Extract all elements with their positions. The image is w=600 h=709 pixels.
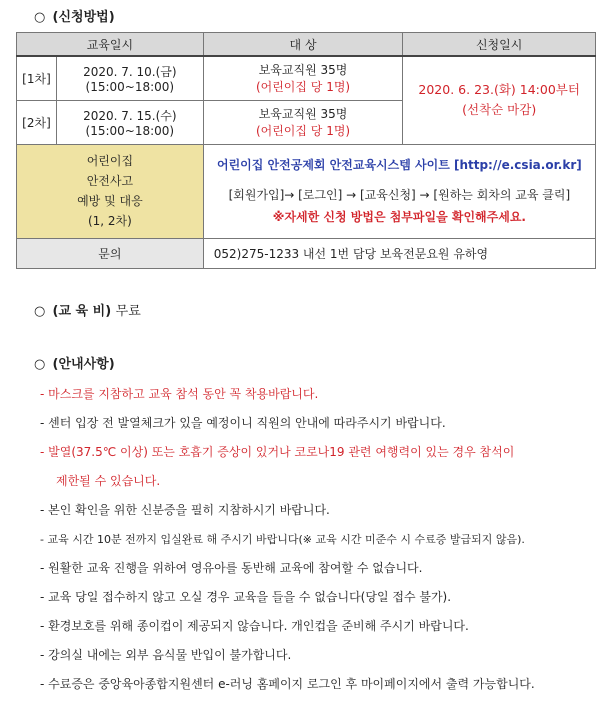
list-item: - 발열(37.5℃ 이상) 또는 호흡기 증상이 있거나 코로나19 관련 여행력이 있는 경우 참석이 <box>40 445 515 459</box>
table-row <box>17 144 596 238</box>
header-edu-datetime: 교육일시 <box>17 33 204 57</box>
list-item: - 수료증은 중앙육아종합지원센터 e-러닝 홈페이지 로그인 후 마이페이지에서 출력 가능합니다. <box>40 677 535 691</box>
list-item: - 교육 시간 10분 전까지 입실완료 해 주시기 바랍니다(※ 교육 시간 미준수 시 수료증 발급되지 않음). <box>40 533 525 546</box>
circle-bullet-icon: ○ <box>34 304 46 319</box>
site-link-text[interactable]: 어린이집 안전공제회 안전교육시스템 사이트 [http://e.csia.or.kr] <box>217 158 582 172</box>
header-target: 대 상 <box>203 33 403 57</box>
apply-datetime-cell <box>403 56 596 144</box>
circle-bullet-icon: ○ <box>34 357 46 372</box>
contact-label: 문의 <box>17 238 204 268</box>
list-item: 제한될 수 있습니다. <box>56 474 161 488</box>
session-target <box>203 56 403 100</box>
target-note: (어린이집 당 1명) <box>255 80 351 95</box>
session-label: [1차] <box>17 56 57 100</box>
table-row <box>17 56 596 100</box>
course-name-line: 어린이집 <box>86 154 134 168</box>
list-item: - 마스크를 지참하고 교육 참석 동안 꼭 착용바랍니다. <box>40 387 319 401</box>
section-title: (신청방법) <box>52 10 115 25</box>
list-item: - 원활한 교육 진행을 위하여 영유아를 동반해 교육에 참여할 수 없습니다. <box>40 561 423 575</box>
session-label: [2차] <box>17 100 57 144</box>
schedule-table <box>16 32 596 269</box>
table-row <box>17 238 596 268</box>
list-item: - 본인 확인을 위한 신분증을 필히 지참하시기 바랍니다. <box>40 503 330 517</box>
session-datetime <box>56 56 203 100</box>
target-note: (어린이집 당 1명) <box>255 124 351 138</box>
section-title: (안내사항) <box>52 357 115 372</box>
course-name-cell <box>17 144 204 238</box>
list-item: - 센터 입장 전 발열체크가 있을 예정이니 직원의 안내에 따라주시기 바랍니다. <box>40 416 446 430</box>
table-header-row <box>17 33 596 57</box>
contact-value: 052)275-1233 내선 1번 담당 보육전문요원 유하영 <box>203 238 595 268</box>
course-name-line: (1, 2차) <box>87 214 132 228</box>
fee-value: 무료 <box>115 304 141 319</box>
list-item: - 교육 당일 접수하지 않고 오실 경우 교육을 들을 수 없습니다(당일 접수 불가). <box>40 590 452 604</box>
target-count: 보육교직원 35명 <box>258 107 348 121</box>
course-name-line: 예방 및 대응 <box>77 194 143 208</box>
session-target <box>203 100 403 144</box>
section-fee-heading <box>34 300 141 319</box>
section-title: (교 육 비) <box>52 304 112 319</box>
session-date: 2020. 7. 15.(수) <box>83 108 177 123</box>
section-notice-heading <box>34 353 115 372</box>
list-item: - 강의실 내에는 외부 음식물 반입이 불가합니다. <box>40 648 292 662</box>
circle-bullet-icon: ○ <box>34 10 46 25</box>
apply-steps: [회원가입]→ [로그인] → [교육신청] → [원하는 회차의 교육 클릭] <box>228 188 571 202</box>
apply-note: (선착순 마감) <box>462 102 537 118</box>
apply-info-cell <box>203 144 595 238</box>
notice-text: ※자세한 신청 방법은 첨부파일을 확인해주세요. <box>272 210 526 224</box>
session-date: 2020. 7. 10.(금) <box>83 64 177 79</box>
session-time: (15:00~18:00) <box>85 79 175 94</box>
course-name-line: 안전사고 <box>86 174 134 188</box>
session-datetime <box>56 100 203 144</box>
notice-list <box>40 380 592 699</box>
apply-date: 2020. 6. 23.(화) 14:00부터 <box>418 82 580 98</box>
header-apply-datetime: 신청일시 <box>403 33 596 57</box>
target-count: 보육교직원 35명 <box>258 63 348 78</box>
section-apply-method-heading <box>34 6 115 25</box>
session-time: (15:00~18:00) <box>85 123 175 138</box>
list-item: - 환경보호를 위해 종이컵이 제공되지 않습니다. 개인컵을 준비해 주시기 바랍니다. <box>40 619 469 633</box>
